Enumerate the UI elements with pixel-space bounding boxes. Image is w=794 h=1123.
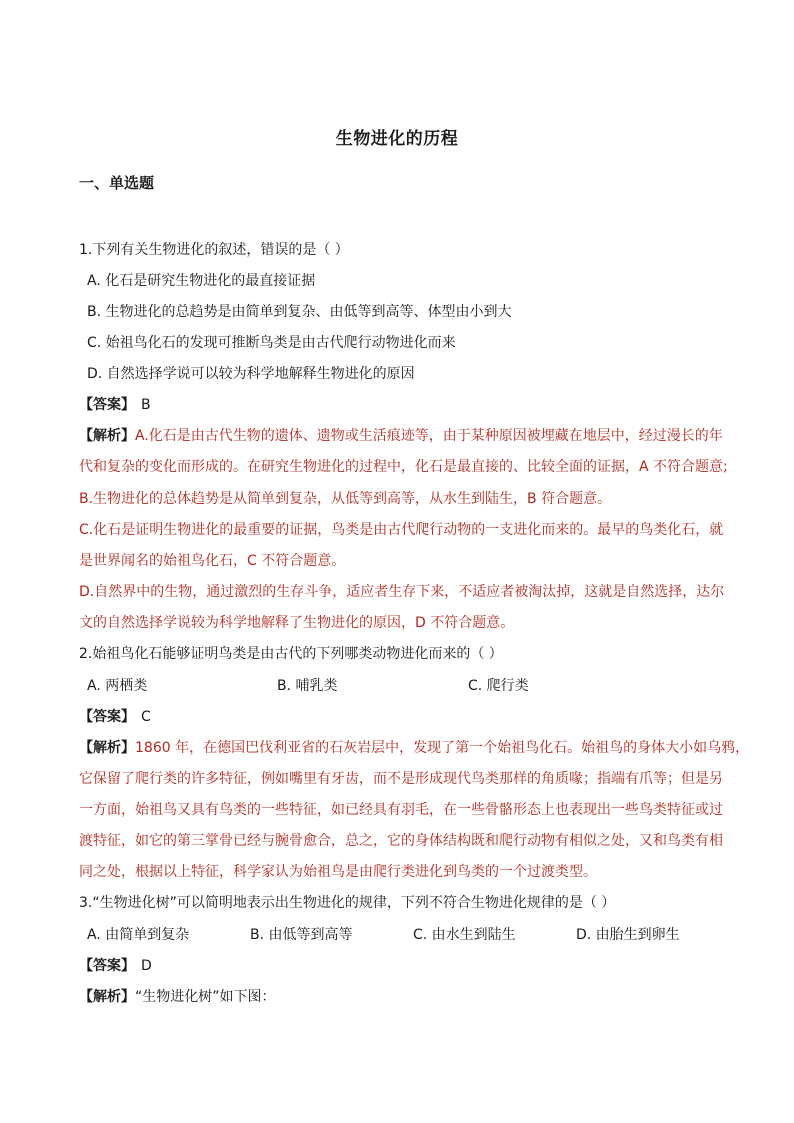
explanation-text: 1860 年，在德国巴伐利亚省的石灰岩层中，发现了第一个始祖鸟化石。始祖鸟的身体大小如乌鸦，	[135, 740, 750, 756]
q1-explanation-line: D.自然界中的生物，通过激烈的生存斗争，适应者生存下来，不适应者被淘汰掉，这就是自然选择，达尔	[79, 584, 725, 600]
explanation-text: “生物进化树”如下图：	[135, 989, 276, 1005]
q1-answer	[79, 395, 151, 415]
q2-stem: 2.始祖鸟化石能够证明鸟类是由古代的下列哪类动物进化而来的（ ）	[79, 646, 503, 662]
q1-explanation-line: 文的自然选择学说较为科学地解释了生物进化的原因，D 不符合题意。	[79, 615, 515, 631]
q1-option-c: C. 始祖鸟化石的发现可推断鸟类是由古代爬行动物进化而来	[87, 335, 456, 351]
explanation-text: A.化石是由古代生物的遗体、遗物或生活痕迹等，由于某种原因被埋藏在地层中，经过漫长的年	[135, 428, 723, 444]
q3-stem: 3.“生物进化树”可以简明地表示出生物进化的规律，下列不符合生物进化规律的是（ ）	[79, 895, 616, 911]
q3-option-b: B. 由低等到高等	[250, 927, 353, 943]
answer-label: 【答案】	[79, 709, 135, 725]
answer-label: 【答案】	[79, 958, 135, 974]
q2-option-c: C. 爬行类	[468, 678, 529, 694]
explanation-label: 【解析】	[79, 740, 135, 756]
q1-stem: 1.下列有关生物进化的叙述，错误的是（ ）	[79, 242, 349, 258]
q1-option-a: A. 化石是研究生物进化的最直接证据	[87, 273, 316, 289]
q3-answer	[79, 956, 152, 976]
q2-explanation-line: 同之处，根据以上特征，科学家认为始祖鸟是由爬行类进化到鸟类的一个过渡类型。	[79, 864, 597, 880]
q1-explanation-line: 代和复杂的变化而形成的。在研究生物进化的过程中，化石是最直接的、比较全面的证据，A 不符合题意;	[79, 459, 728, 475]
q2-explanation-line: 一方面，始祖鸟又具有鸟类的一些特征，如已经具有羽毛，在一些骨骼形态上也表现出一些鸟类特征或过	[79, 802, 723, 818]
page-title: 生物进化的历程	[335, 129, 459, 149]
q2-explanation-line	[79, 738, 750, 758]
section-heading: 一、单选题	[79, 174, 155, 192]
q3-option-c: C. 由水生到陆生	[413, 927, 516, 943]
q3-option-d: D. 由胎生到卵生	[576, 927, 680, 943]
q1-option-d: D. 自然选择学说可以较为科学地解释生物进化的原因	[87, 366, 415, 382]
q1-explanation-line	[79, 426, 721, 446]
explanation-label: 【解析】	[79, 989, 135, 1005]
q3-option-a: A. 由简单到复杂	[87, 927, 190, 943]
answer-value: B	[141, 397, 151, 413]
q2-option-b: B. 哺乳类	[277, 678, 338, 694]
q3-explanation-line	[79, 987, 721, 1007]
q2-explanation-line: 它保留了爬行类的许多特征，例如嘴里有牙齿，而不是形成现代鸟类那样的角质喙；指端有爪等；但是另	[79, 771, 723, 787]
q1-explanation-line: B.生物进化的总体趋势是从简单到复杂，从低等到高等，从水生到陆生，B 符合题意。	[79, 491, 612, 507]
q1-explanation-line: C.化石是证明生物进化的最重要的证据，鸟类是由古代爬行动物的一支进化而来的。最早的鸟类化石，就	[79, 522, 724, 538]
answer-value: D	[141, 958, 152, 974]
q1-option-b: B. 生物进化的总趋势是由简单到复杂、由低等到高等、体型由小到大	[87, 304, 512, 320]
q2-explanation-line: 渡特征，如它的第三掌骨已经与腕骨愈合，总之，它的身体结构既和爬行动物有相似之处，又和鸟类有相	[79, 833, 723, 849]
q1-explanation-line: 是世界闻名的始祖鸟化石，C 不符合题意。	[79, 553, 346, 569]
q2-option-a: A. 两栖类	[87, 678, 148, 694]
explanation-label: 【解析】	[79, 428, 135, 444]
answer-value: C	[141, 709, 151, 725]
q2-answer	[79, 707, 151, 727]
answer-label: 【答案】	[79, 397, 135, 413]
